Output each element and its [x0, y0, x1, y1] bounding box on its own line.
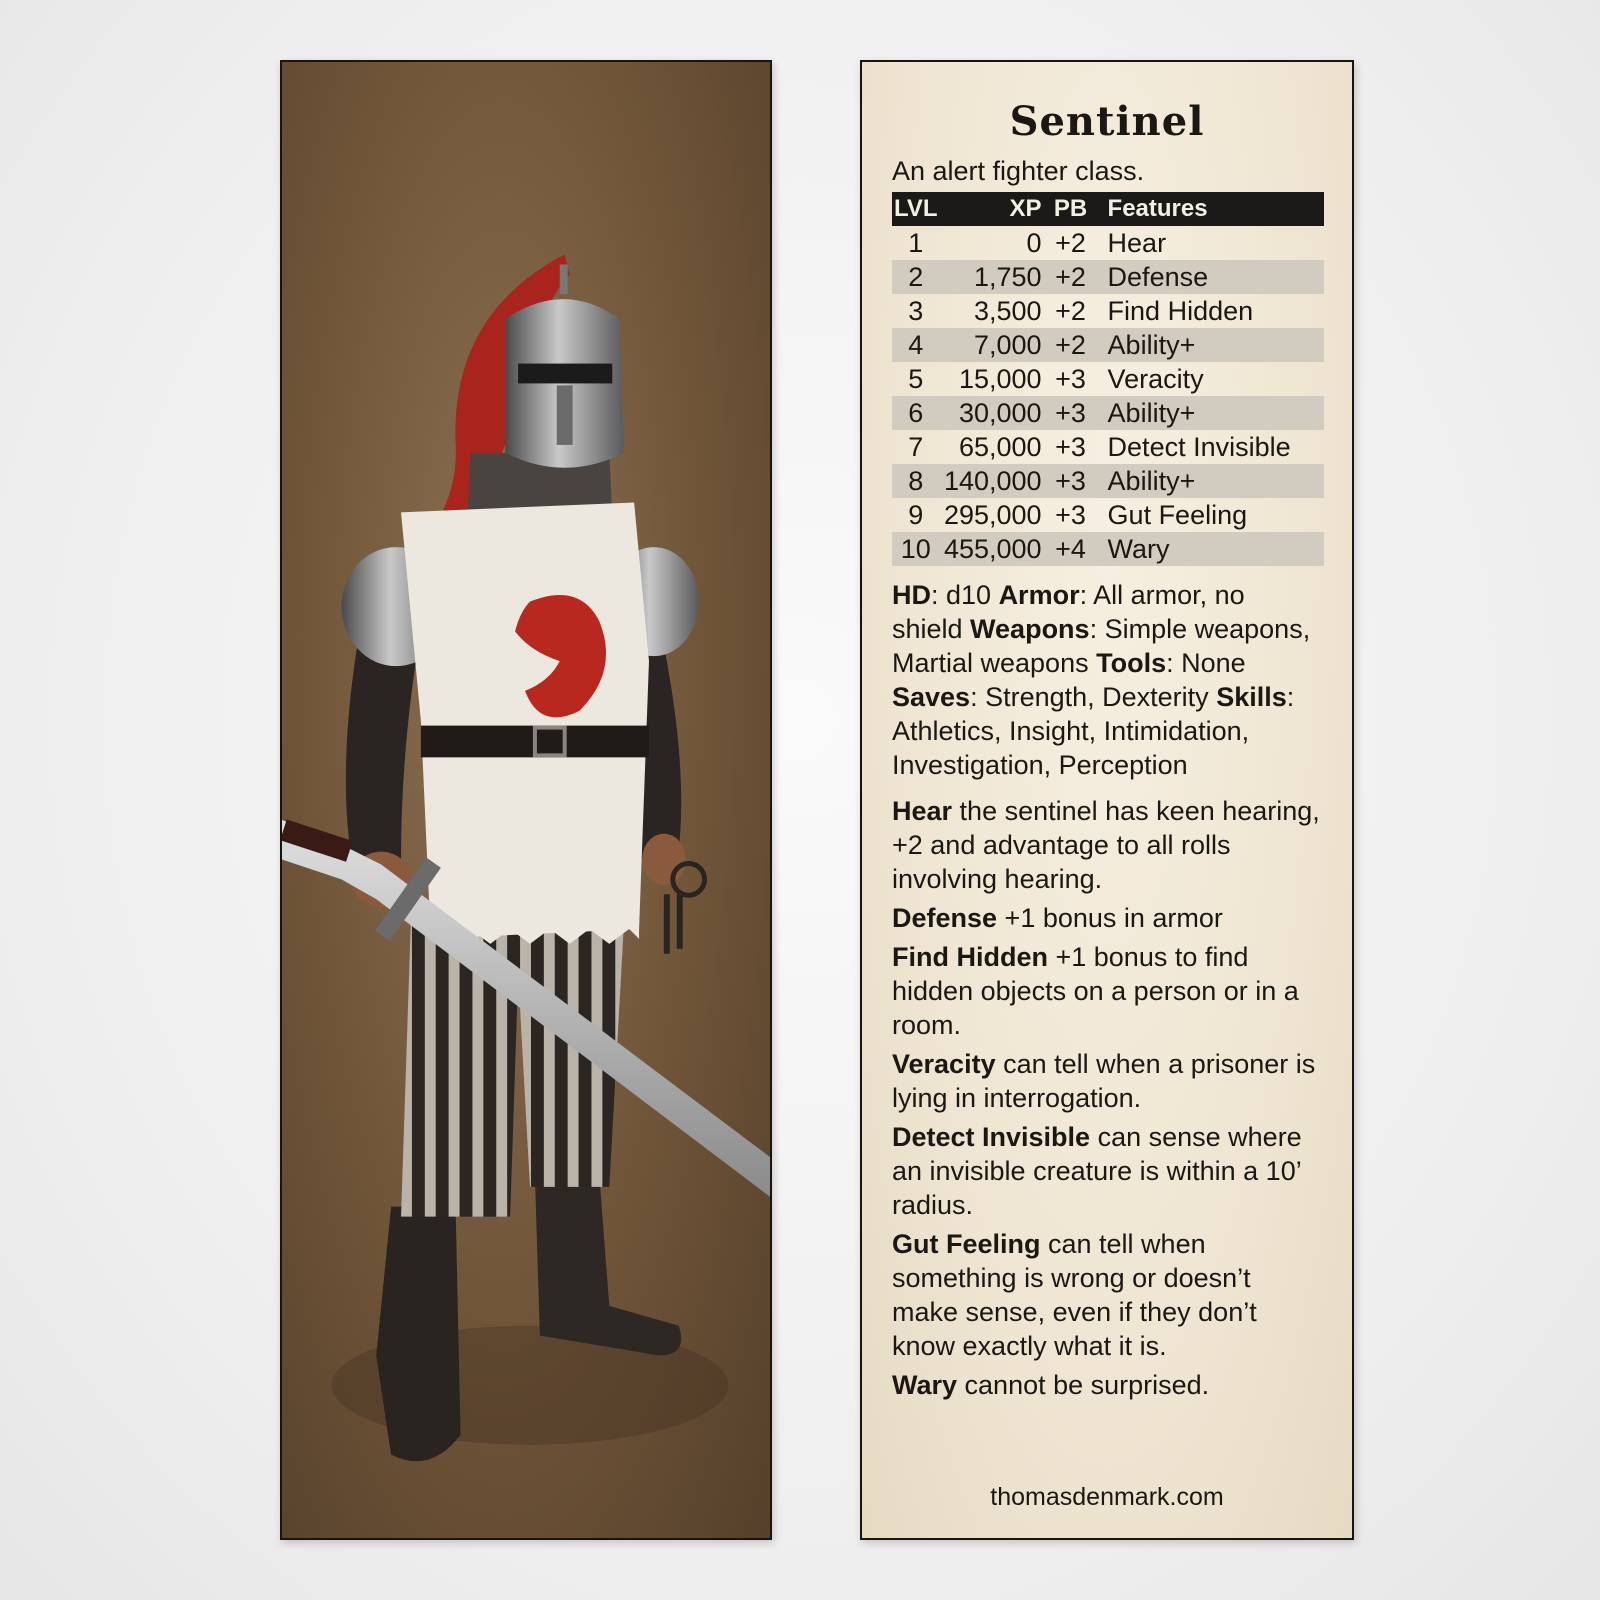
table-row	[892, 362, 1324, 396]
class-subtitle: An alert fighter class.	[892, 156, 1145, 186]
cell-xp: 30,000	[940, 396, 1044, 430]
cell-xp: 455,000	[940, 532, 1044, 566]
armor-value: : All armor, no shield	[892, 580, 1245, 644]
table-row	[892, 328, 1324, 362]
class-stats	[892, 578, 1322, 782]
cell-pb: +3	[1055, 500, 1086, 530]
cell-pb: +3	[1044, 396, 1098, 430]
feature-hear	[892, 794, 1322, 896]
cell-pb: +4	[1044, 532, 1098, 566]
table-row	[892, 260, 1324, 294]
cell-feature: Veracity	[1107, 364, 1204, 394]
feature-veracity	[892, 1047, 1322, 1115]
armor-label: Armor	[998, 580, 1080, 610]
saves-label: Saves	[892, 682, 971, 712]
cell-lvl: 5	[908, 364, 924, 394]
class-title: Sentinel	[1009, 98, 1205, 145]
cell-lvl: 9	[908, 500, 924, 530]
feature-name: Find Hidden	[892, 942, 1048, 972]
table-row	[892, 464, 1324, 498]
feature-name: Defense	[892, 903, 998, 933]
feature-text: +1 bonus in armor	[997, 903, 1223, 933]
cell-feature: Defense	[1098, 260, 1324, 294]
helmet-visor	[518, 364, 612, 384]
feature-text: can tell when a prisoner is lying in interrogation.	[892, 1049, 1316, 1113]
cell-feature: Hear	[1107, 228, 1167, 258]
header-xp: XP	[940, 192, 1044, 226]
website-link[interactable]: thomasdenmark.com	[990, 1483, 1224, 1511]
feature-name: Hear	[892, 796, 953, 826]
cell-feature: Find Hidden	[1107, 296, 1254, 326]
white-tabard	[401, 502, 649, 938]
cell-xp: 7,000	[940, 328, 1044, 362]
cell-pb: +3	[1055, 432, 1086, 462]
cell-feature: Gut Feeling	[1107, 500, 1248, 530]
skills-label: Skills	[1216, 682, 1287, 712]
feature-name: Wary	[892, 1370, 958, 1400]
cell-pb: +2	[1044, 328, 1098, 362]
cell-pb: +3	[1044, 464, 1098, 498]
table-row	[892, 532, 1324, 566]
feature-text: can tell when something is wrong or doesn’t make sense, even if they don’t know exactly what it is.	[892, 1229, 1257, 1361]
cell-pb: +3	[1055, 364, 1086, 394]
feature-wary	[892, 1368, 1322, 1402]
table-row	[892, 396, 1324, 430]
table-row	[892, 294, 1324, 328]
header-lvl: LVL	[892, 192, 940, 226]
illustration-card	[280, 60, 772, 1540]
weapons-value: : Simple weapons, Martial weapons	[892, 614, 1311, 678]
table-row	[892, 498, 1324, 532]
right-boot	[535, 1177, 681, 1356]
table-header-row	[892, 192, 1324, 226]
cell-feature: Wary	[1098, 532, 1324, 566]
hd-value: : d10	[931, 580, 999, 610]
feature-name: Gut Feeling	[892, 1229, 1041, 1259]
header-features: Features	[1098, 192, 1324, 226]
cell-lvl: 3	[908, 296, 924, 326]
cell-xp: 15,000	[958, 364, 1042, 394]
cell-feature: Detect Invisible	[1107, 432, 1291, 462]
cell-lvl: 7	[908, 432, 924, 462]
tools-value: : None	[1166, 648, 1246, 678]
skills-value: : Athletics, Insight, Intimidation, Investigation, Perception	[892, 682, 1295, 780]
cell-lvl: 2	[892, 260, 940, 294]
cell-lvl: 4	[892, 328, 940, 362]
cell-xp: 0	[1026, 228, 1042, 258]
weapons-label: Weapons	[970, 614, 1090, 644]
right-hand	[642, 834, 686, 886]
cell-feature: Ability+	[1098, 396, 1324, 430]
class-info-card	[860, 60, 1354, 1540]
cell-lvl: 10	[892, 532, 940, 566]
header-pb: PB	[1044, 192, 1098, 226]
cell-xp: 140,000	[940, 464, 1044, 498]
feature-name: Veracity	[892, 1049, 996, 1079]
feature-text: the sentinel has keen hearing, +2 and advantage to all rolls involving hearing.	[892, 796, 1320, 894]
cell-xp: 65,000	[958, 432, 1042, 462]
feature-gut-feeling	[892, 1227, 1322, 1363]
knight-illustration	[282, 62, 770, 1538]
feature-text: cannot be surprised.	[957, 1370, 1210, 1400]
feature-defense	[892, 901, 1322, 935]
feature-text: can sense where an invisible creature is within a 10’ radius.	[892, 1122, 1302, 1220]
feature-descriptions	[892, 794, 1322, 1402]
cell-pb: +2	[1055, 228, 1086, 258]
feature-detect-invisible	[892, 1120, 1322, 1222]
cell-lvl: 6	[892, 396, 940, 430]
cell-xp: 295,000	[943, 500, 1042, 530]
feature-text: +1 bonus to find hidden objects on a person or in a room.	[892, 942, 1299, 1040]
cell-feature: Ability+	[1098, 464, 1324, 498]
saves-value: : Strength, Dexterity	[970, 682, 1217, 712]
tools-label: Tools	[1096, 648, 1167, 678]
cell-feature: Ability+	[1098, 328, 1324, 362]
feature-find-hidden	[892, 940, 1322, 1042]
cell-xp: 3,500	[973, 296, 1042, 326]
hd-label: HD	[892, 580, 931, 610]
cell-lvl: 8	[892, 464, 940, 498]
helmet-spike	[560, 264, 568, 294]
feature-name: Detect Invisible	[892, 1122, 1091, 1152]
table-row	[892, 226, 1324, 260]
cell-pb: +2	[1055, 296, 1086, 326]
cell-xp: 1,750	[940, 260, 1044, 294]
table-row	[892, 430, 1324, 464]
cell-pb: +2	[1044, 260, 1098, 294]
level-table	[892, 192, 1324, 566]
left-boot	[376, 1207, 460, 1462]
cell-lvl: 1	[908, 228, 924, 258]
